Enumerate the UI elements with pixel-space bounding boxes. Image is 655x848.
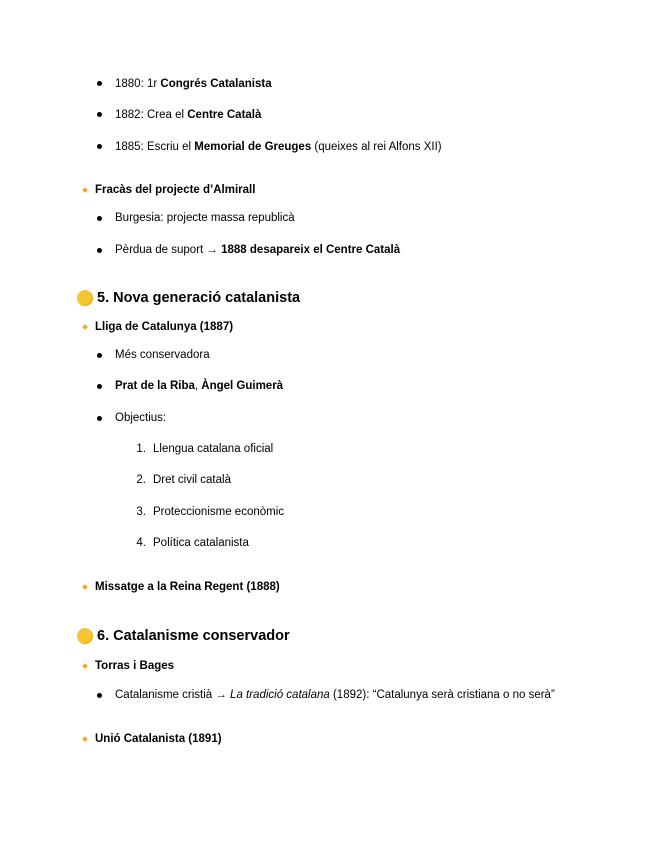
bullet-dot xyxy=(97,81,102,86)
bullet-dot xyxy=(97,353,102,358)
item-sep: , xyxy=(194,380,202,392)
item-text: 1885: Escriu el xyxy=(115,141,195,153)
list-item xyxy=(115,379,283,393)
sun-icon xyxy=(77,290,93,306)
list-item: Més conservadora xyxy=(115,349,210,361)
book-title: La tradició catalana xyxy=(230,689,330,701)
item-bold: Centre Català xyxy=(187,109,262,121)
item-bold: Prat de la Riba xyxy=(115,380,195,392)
accent-bullet xyxy=(82,324,88,330)
subsection-title: Lliga de Catalunya (1887) xyxy=(95,321,234,333)
list-number: 2. xyxy=(136,474,146,486)
bullet-dot xyxy=(97,112,102,117)
numbered-item: Llengua catalana oficial xyxy=(153,443,274,455)
subsection-title: Unió Catalanista (1891) xyxy=(95,733,222,745)
bullet-dot xyxy=(97,248,102,253)
bullet-dot xyxy=(97,216,102,221)
bullet-dot xyxy=(97,384,102,389)
bullet-dot xyxy=(97,416,102,421)
list-number: 1. xyxy=(136,443,146,455)
item-bold: 1888 desapareix el Centre Català xyxy=(221,244,401,256)
subsection-title: Fracàs del projecte d’Almirall xyxy=(95,184,256,196)
item-text-post: (1892): “Catalunya serà cristiana o no serà” xyxy=(329,689,555,701)
accent-bullet xyxy=(82,584,88,590)
numbered-item: Dret civil català xyxy=(153,474,231,486)
item-bold: Àngel Guimerà xyxy=(201,380,284,392)
item-text: 1882: Crea el xyxy=(115,109,188,121)
list-number: 3. xyxy=(136,506,146,518)
sun-icon xyxy=(77,628,93,644)
list-item xyxy=(115,688,555,702)
list-item xyxy=(115,108,261,122)
numbered-item: Política catalanista xyxy=(153,537,249,549)
bullet-dot xyxy=(97,144,102,149)
item-bold: Memorial de Greuges xyxy=(194,141,312,153)
item-text: Pèrdua de suport → xyxy=(115,244,222,256)
accent-bullet xyxy=(82,736,88,742)
list-item: Burgesia: projecte massa republicà xyxy=(115,212,295,224)
accent-bullet xyxy=(82,187,88,193)
list-item xyxy=(115,77,272,91)
accent-bullet xyxy=(82,663,88,669)
item-text: 1880: 1r xyxy=(115,78,161,90)
list-item xyxy=(115,243,400,257)
list-item: Objectius: xyxy=(115,412,167,424)
subsection-title: Missatge a la Reina Regent (1888) xyxy=(95,581,280,593)
list-item xyxy=(115,140,442,154)
section-heading: 6. Catalanisme conservador xyxy=(97,628,290,644)
list-number: 4. xyxy=(136,537,146,549)
subsection-title: Torras i Bages xyxy=(95,660,175,672)
item-bold: Congrés Catalanista xyxy=(160,78,272,90)
bullet-dot xyxy=(97,693,102,698)
item-text-post: (queixes al rei Alfons XII) xyxy=(311,141,442,153)
item-text: Catalanisme cristià → xyxy=(115,689,231,701)
numbered-item: Proteccionisme econòmic xyxy=(153,506,285,518)
section-heading: 5. Nova generació catalanista xyxy=(97,290,301,306)
